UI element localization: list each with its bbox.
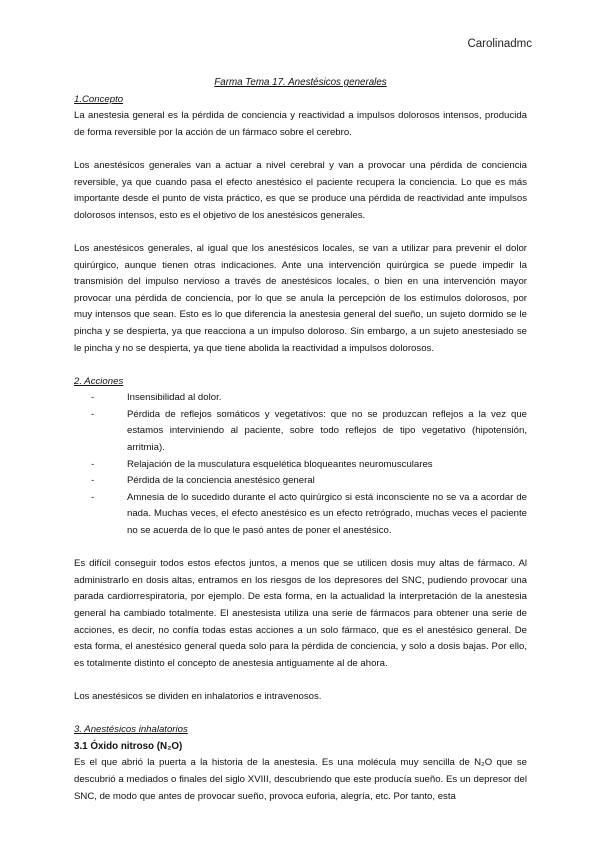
subsection-heading-oxido-nitroso: 3.1 Óxido nitroso (N₂O): [74, 740, 183, 752]
section-heading-acciones: 2. Acciones: [74, 375, 124, 387]
list-item: - Pérdida de reflejos somáticos y vegetativos: que no se produzcan reflejos a la vez que estamos interviniendo al paciente, sobre todo reflejos de tipo vegetativo (hipotensión, arritmia).: [74, 407, 527, 457]
paragraph: La anestesia general es la pérdida de conciencia y reactividad a impulsos dolorosos intensos, producida de forma reversible por la acción de un fármaco sobre el cerebro.: [74, 110, 527, 138]
document-title: Farma Tema 17. Anestésicos generales: [214, 77, 387, 88]
paragraph: Es el que abrió la puerta a la historia de la anestesia. Es una molécula muy sencilla de N₂O que se descubrió a mediados o finales del siglo XVIII, descubriendo que este producía sueño. Es un depresor del SNC, de modo que antes de provocar sueño, provoca euforia, alegría, etc. Por tanto, esta: [74, 757, 527, 802]
list-item: - Pérdida de la conciencia anestésico general: [74, 473, 527, 490]
list-item: - Amnesia de lo sucedido durante el acto quirúrgico si está inconsciente no se va a acordar de nada. Muchas veces, el efecto anestésico es un efecto retrógrado, muchas veces el paciente no se acuerda de lo que le pasó antes de poner el anestésico.: [74, 490, 527, 540]
actions-list: [74, 390, 527, 539]
document-body: [74, 75, 527, 805]
author-name: Carolinadmc: [467, 38, 532, 50]
section-heading-concepto: 1.Concepto: [74, 93, 124, 105]
paragraph: Los anestésicos generales, al igual que los anestésicos locales, se van a utilizar para prevenir el dolor quirúrgico, aunque tienen otras indicaciones. Ante una intervención quirúrgica se puede impedir la transmisión del impulso nervioso a través de anestésicos locales, o bien en una intervención mayor provocar una pérdida de conciencia, por lo que se anula la percepción de los estímulos dolorosos, por muy intensos que sean. Esto es lo que diferencia la anestesia general del sueño, un sujeto dormido se le pincha y se despierta, ya que reacciona a un impulso doloroso. Sin embargo, a un sujeto anestesiado se le pincha y no se despierta, ya que tiene abolida la reactividad a impulsos dolorosos.: [74, 242, 527, 354]
list-item: - Relajación de la musculatura esquelética bloqueantes neuromusculares: [74, 457, 527, 474]
paragraph: Los anestésicos se dividen en inhalatorios e intravenosos.: [74, 690, 322, 702]
list-item: - Insensibilidad al dolor.: [74, 390, 527, 407]
paragraph: Es difícil conseguir todos estos efectos juntos, a menos que se utilicen dosis muy altas de fármaco. Al administrarlo en dosis altas, entramos en los riesgos de los depresores del SNC, pudiendo provocar una parada cardiorrespiratoria, por ejemplo. De esta forma, en la actualidad la interpretación de la anestesia general ha cambiado totalmente. El anestesista utiliza una serie de fármacos para obtener una serie de acciones, es decir, no confía todas estas acciones a un solo fármaco, que es el anestésico general. De esta forma, el anestésico general queda solo para la pérdida de conciencia, y solo a dosis bajas. Por ello, es totalmente distinto el concepto de anestesia antiguamente al de ahora.: [74, 558, 527, 669]
section-heading-inhalatorios: 3. Anestésicos inhalatorios: [74, 724, 188, 736]
paragraph: Los anestésicos generales van a actuar a nivel cerebral y van a provocar una pérdida de conciencia reversible, ya que cuando pasa el efecto anestésico el paciente recupera la conciencia. Lo que es más importante desde el punto de vista práctico, es que se produce una pérdida de reactividad ante impulsos dolorosos intensos, esto es el objetivo de los anestésicos generales.: [74, 159, 527, 221]
